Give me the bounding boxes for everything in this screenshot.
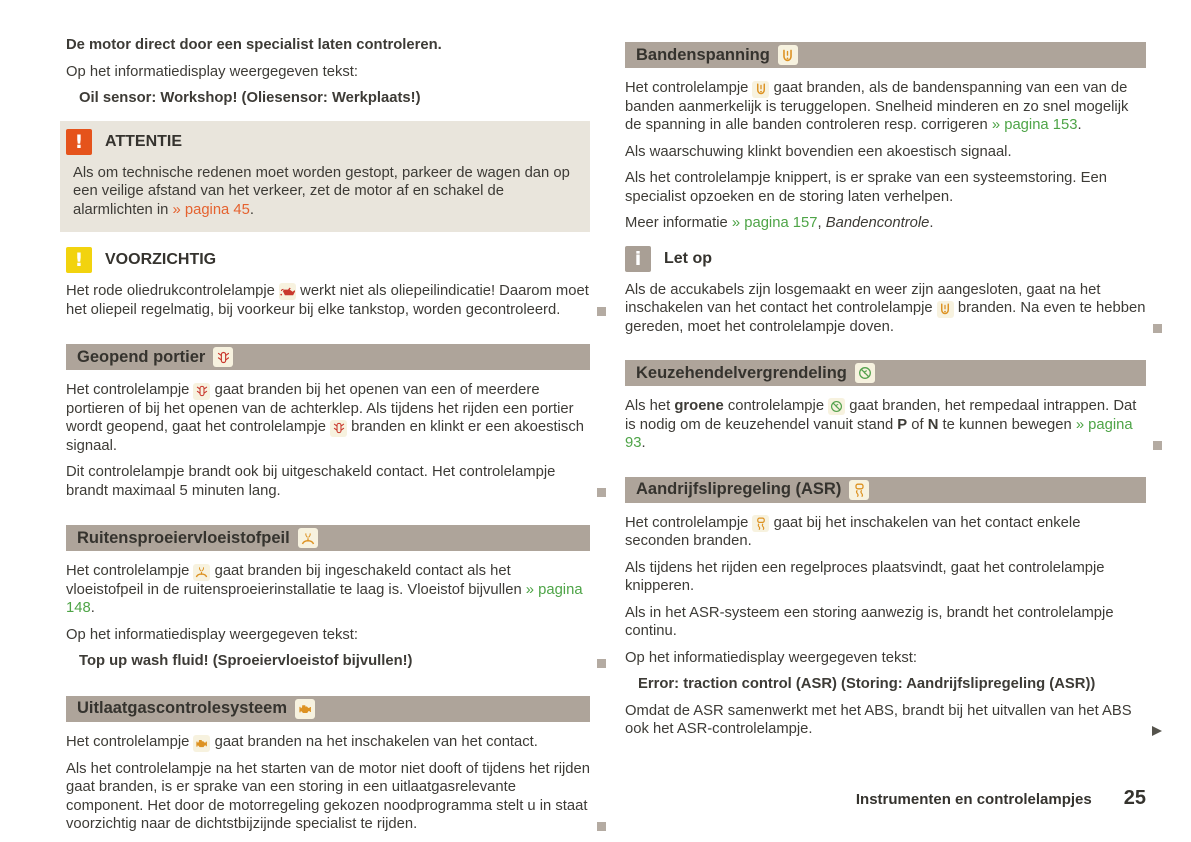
tire-pressure-icon xyxy=(752,81,769,98)
selector-lever-lock-icon xyxy=(828,398,845,415)
end-of-topic-marker xyxy=(597,488,606,497)
tyre-paragraph-4: Meer informatie » pagina 157, Bandencontrole. xyxy=(625,215,934,231)
attention-box xyxy=(60,121,590,233)
continued-arrow-icon xyxy=(1152,726,1162,736)
right-column xyxy=(625,42,1146,747)
display-label: Op het informatiedisplay weergegeven tekst: xyxy=(66,626,358,643)
caution-title: VOORZICHTIG xyxy=(105,251,217,268)
section-header-geopend-portier xyxy=(66,344,590,370)
note-body: Als de accukabels zijn losgemaakt en weer zijn aangesloten, gaat na het inschakelen van het contact het controlelampje branden. Na even te hebben gereden, moet het controlelampje doven. xyxy=(625,281,1146,337)
asr-skid-icon xyxy=(752,515,769,532)
attention-body: Als om technische redenen moet worden gestopt, parkeer de wagen dan op een veilige afstand van het verkeer, zet de motor af en schakel de alarmlichten in » pagina 45. xyxy=(73,164,570,218)
page-footer xyxy=(856,787,1146,810)
door-paragraph-2: Dit controlelampje brandt ook bij uitgeschakeld contact. Het controlelampje brandt maximaal 5 minuten lang. xyxy=(66,463,590,500)
door-open-icon xyxy=(330,420,347,437)
section-header-ruitensproeiervloeistofpeil xyxy=(66,525,590,551)
section-title: Bandenspanning xyxy=(636,45,770,64)
attention-header xyxy=(66,129,580,155)
asr-paragraph-2: Als tijdens het rijden een regelproces plaatsvindt, gaat het controlelampje knipperen. xyxy=(625,559,1105,594)
end-of-topic-marker xyxy=(1153,324,1162,333)
display-message: Error: traction control (ASR) (Storing: Aandrijfslipregeling (ASR)) xyxy=(638,676,1096,692)
tyre-paragraph-2: Als waarschuwing klinkt bovendien een akoestisch signaal. xyxy=(625,143,1012,160)
door-open-icon xyxy=(193,383,210,400)
end-of-topic-marker xyxy=(597,307,606,316)
lead-sentence: De motor direct door een specialist laten controleren. xyxy=(66,37,442,53)
exhaust-paragraph-2: Als het controlelampje na het starten van de motor niet dooft of tijdens het rijden gaat branden, is er sprake van een storing in een uitlaatgasrelevante component. Het door de motorregeling gekozen noodprogramma stelt u in staat voorzichtig naar de dichtstbijzijnde specialist te rijden. xyxy=(66,760,590,834)
end-of-topic-marker xyxy=(597,659,606,668)
cross-reference-title: Bandencontrole xyxy=(825,215,930,231)
left-column xyxy=(66,36,590,842)
selector-paragraph: Als het groene controlelampje gaat branden, het rempedaal intrappen. Dat is nodig om de keuzehendel vanuit stand P of N te kunnen bewegen » pagina 93. xyxy=(625,397,1146,453)
caution-header xyxy=(66,247,590,273)
tyre-paragraph-1: Het controlelampje gaat branden, als de bandenspanning van een van de banden aanmerkelijk is teruggelopen. Snelheid minderen en zo snel mogelijk de spanning in alle banden controleren resp. corrigeren » pagina 153. xyxy=(625,80,1129,133)
check-engine-icon xyxy=(295,699,315,719)
tyre-paragraph-3: Als het controlelampje knippert, is er sprake van een systeemstoring. Een specialist opzoeken en de storing laten verhelpen. xyxy=(625,170,1107,205)
section-title: Keuzehendelvergrendeling xyxy=(636,363,847,382)
check-engine-icon xyxy=(193,735,210,752)
oil-pressure-icon xyxy=(279,283,296,300)
asr-paragraph-3: Als in het ASR-systeem een storing aanwezig is, brandt het controlelampje continu. xyxy=(625,604,1114,639)
note-title: Let op xyxy=(664,249,712,267)
section-title: Ruitensproeiervloeistofpeil xyxy=(77,528,290,547)
washer-paragraph-1: Het controlelampje gaat branden bij ingeschakeld contact als het vloeistofpeil in de ruitensproeierinstallatie te laag is. Vloeistof bijvullen » pagina 148. xyxy=(66,563,583,616)
attention-title: ATTENTIE xyxy=(105,132,183,150)
caution-body: Het rode oliedrukcontrolelampje werkt niet als oliepeilindicatie! Daarom moet het oliepeil regelmatig, bij voorkeur bij elke tankstop, worden gecontroleerd. xyxy=(66,282,590,319)
selector-lever-lock-icon xyxy=(855,363,875,383)
end-of-topic-marker xyxy=(1153,441,1162,450)
section-header-keuzehendelvergrendeling xyxy=(625,360,1146,386)
door-paragraph-1: Het controlelampje gaat branden bij het openen van een of meerdere portieren of bij het openen van de achterklep. Als tijdens het rijden een portier wordt geopend, gaat het controlelampje branden en klinkt er een akoestisch signaal. xyxy=(66,382,584,454)
page-reference-link[interactable]: » pagina 157 xyxy=(731,215,818,231)
exhaust-paragraph-1: Het controlelampje gaat branden na het inschakelen van het contact. xyxy=(66,733,538,750)
asr-skid-icon xyxy=(849,480,869,500)
warning-exclamation-icon: ! xyxy=(66,129,92,155)
page-reference-link[interactable]: » pagina 93 xyxy=(625,416,1133,451)
page-reference-link[interactable]: » pagina 45 xyxy=(172,201,250,218)
section-header-bandenspanning xyxy=(625,42,1146,68)
washer-fluid-icon xyxy=(193,564,210,581)
section-header-aandrijfslipregeling xyxy=(625,477,1146,503)
asr-paragraph-1: Het controlelampje gaat bij het inschakelen van het contact enkele seconden branden. xyxy=(625,514,1081,549)
tire-pressure-icon xyxy=(937,301,954,318)
display-label: Op het informatiedisplay weergegeven tekst: xyxy=(66,63,358,80)
section-title: Geopend portier xyxy=(77,347,206,366)
emphasis-groene: groene xyxy=(674,398,724,414)
caution-exclamation-icon: ! xyxy=(66,247,92,273)
section-title: Aandrijfslipregeling (ASR) xyxy=(636,480,842,498)
footer-page-number: 25 xyxy=(1123,787,1146,809)
asr-paragraph-4: Omdat de ASR samenwerkt met het ABS, brandt bij het uitvallen van het ABS ook het ASR-controlelampje. xyxy=(625,702,1146,739)
page-reference-link[interactable]: » pagina 148 xyxy=(66,581,583,616)
gear-position-n: N xyxy=(927,416,939,433)
washer-fluid-icon xyxy=(298,528,318,548)
display-label: Op het informatiedisplay weergegeven tekst: xyxy=(625,649,917,666)
info-icon: i xyxy=(625,246,651,272)
door-open-icon xyxy=(213,347,233,367)
page-reference-link[interactable]: » pagina 153 xyxy=(991,117,1078,133)
note-header xyxy=(625,246,1146,272)
display-message: Top up wash fluid! (Sproeiervloeistof bijvullen!) xyxy=(66,652,590,671)
gear-position-p: P xyxy=(897,416,908,433)
section-title: Uitlaatgascontrolesysteem xyxy=(77,699,287,717)
display-message: Oil sensor: Workshop! (Oliesensor: Werkplaats!) xyxy=(79,90,421,106)
section-header-uitlaatgascontrolesysteem xyxy=(66,696,590,722)
footer-chapter: Instrumenten en controlelampjes xyxy=(855,791,1092,808)
tire-pressure-icon xyxy=(778,45,798,65)
